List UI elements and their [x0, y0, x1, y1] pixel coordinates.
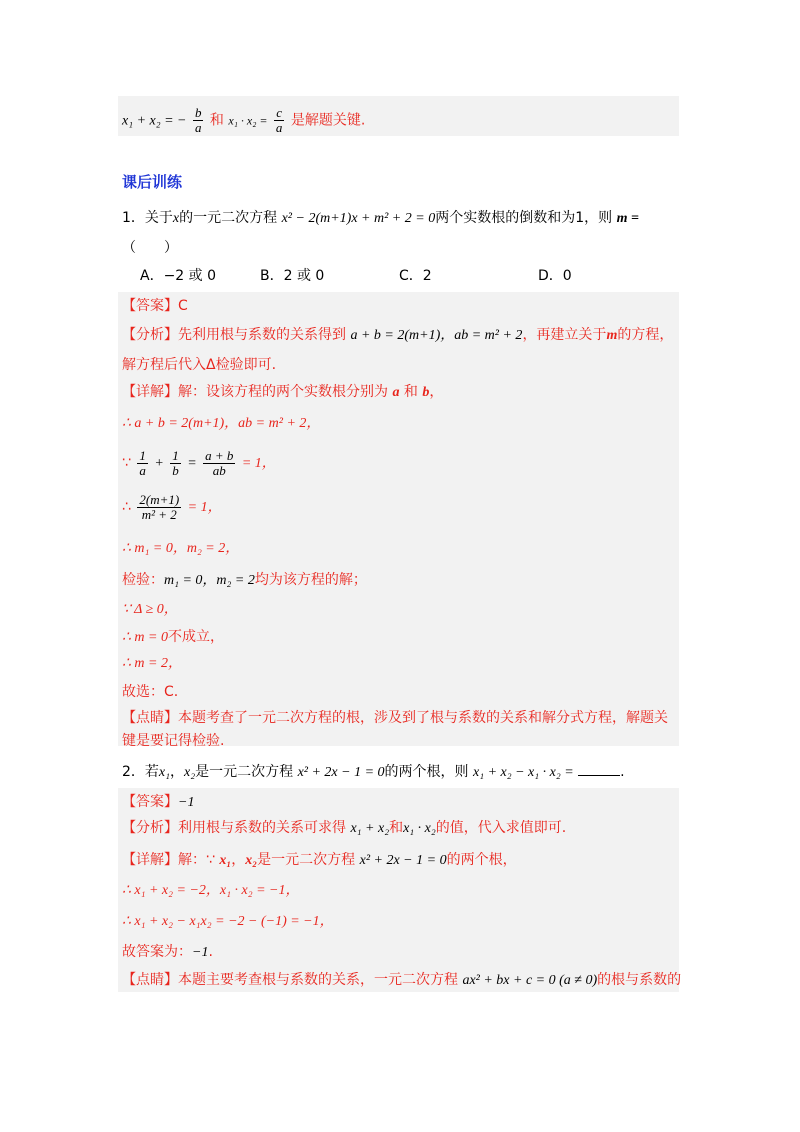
q2-equation: x² + 2x − 1 = 0 [297, 765, 385, 780]
q1-option-c: C．2 [399, 268, 432, 284]
q1-analysis-line2: 解方程后代入Δ检验即可. [122, 357, 277, 373]
q1-step7: ∴ m = 0不成立， [122, 629, 224, 645]
q2-detail: 【详解】解：∵ x₁，x₂是一元二次方程 x² + 2x − 1 = 0的两个根， [122, 852, 517, 868]
q2-expr: x₁ + x₂ − x₁ · x₂ = [472, 765, 574, 780]
q1-analysis: 【分析】先利用根与系数的关系得到 a + b = 2(m+1)，ab = m² + 2，再建立关于m的方程， [122, 327, 674, 343]
q1-stem: 1．关于x的一元二次方程 x² − 2(m+1)x + m² + 2 = 0两个实数根的倒数和为1，则 m = [122, 210, 639, 226]
q2-analysis: 【分析】利用根与系数的关系可求得 x₁ + x₂和x₁ · x₂的值，代入求值即可. [122, 820, 567, 836]
q2-stem: 2．若x₁，x₂是一元二次方程 x² + 2x − 1 = 0的两个根，则 x₁ + x₂ − x₁ · x₂ = . [122, 761, 625, 783]
top-tail-text: 是解题关键. [290, 112, 366, 129]
top-formula-prod: x₁ · x₂ = [228, 113, 268, 128]
q2-step3: 故答案为：−1. [122, 944, 213, 960]
q1-step4: ∴ m₁ = 0，m₂ = 2， [122, 541, 240, 556]
q1-comment-line2: 键是要记得检验. [122, 733, 225, 749]
q1-answer: 【答案】C [122, 298, 188, 314]
q1-option-d: D．0 [538, 268, 572, 284]
q2-step2: ∴ x₁ + x₂ − x₁x₂ = −2 − (−1) = −1， [122, 914, 334, 929]
q2-answer-blank [578, 761, 620, 776]
q1-m-eq: m = [616, 211, 639, 226]
q1-analysis-math: a + b = 2(m+1)，ab = m² + 2 [350, 328, 523, 343]
q1-step8: ∴ m = 2， [122, 656, 182, 671]
q1-comment: 【点睛】本题考查了一元二次方程的根，涉及到了根与系数的关系和解分式方程，解题关 [122, 710, 668, 726]
q1-option-b: B．2 或 0 [260, 268, 325, 284]
q1-paren: （ ） [122, 240, 178, 256]
top-formula-sum: x₁ + x₂ = − [122, 113, 187, 129]
q1-step5: 检验：m₁ = 0，m₂ = 2均为该方程的解； [122, 572, 367, 588]
frac-b-over-a: $\frac{b}{a}$ [194, 105, 202, 135]
q1-step1: ∴ a + b = 2(m+1)，ab = m² + 2， [122, 416, 321, 431]
top-and-text: 和 [209, 112, 224, 129]
q1-step3: ∴ $\frac{2(m+1)}{\text{m² + 2}}$ = 1， [122, 491, 222, 522]
q1-step9: 故选：C. [122, 684, 179, 700]
q2-step1: ∴ x₁ + x₂ = −2，x₁ · x₂ = −1， [122, 883, 300, 898]
top-note-line [122, 106, 365, 135]
q2-comment: 【点睛】本题主要考查根与系数的关系，一元二次方程 ax² + bx + c = 0 (a ≠ 0)的根与系数的 [122, 972, 682, 988]
q1-equation: x² − 2(m+1)x + m² + 2 = 0 [281, 211, 436, 226]
frac-c-over-a: $\frac{c}{a}$ [275, 105, 283, 135]
q1-step2: ∵ $\frac{1}{a}$ + $\frac{1}{b}$ = $\frac{a + b}{ab}$ = 1， [122, 447, 276, 478]
q2-answer: 【答案】−1 [122, 794, 195, 810]
section-title: 课后训练 [122, 173, 183, 191]
q1-step6: ∵ Δ ≥ 0， [122, 602, 178, 617]
q1-option-a: A．−2 或 0 [140, 268, 217, 284]
q1-detail-intro: 【详解】解：设该方程的两个实数根分别为 a 和 b， [122, 384, 444, 400]
